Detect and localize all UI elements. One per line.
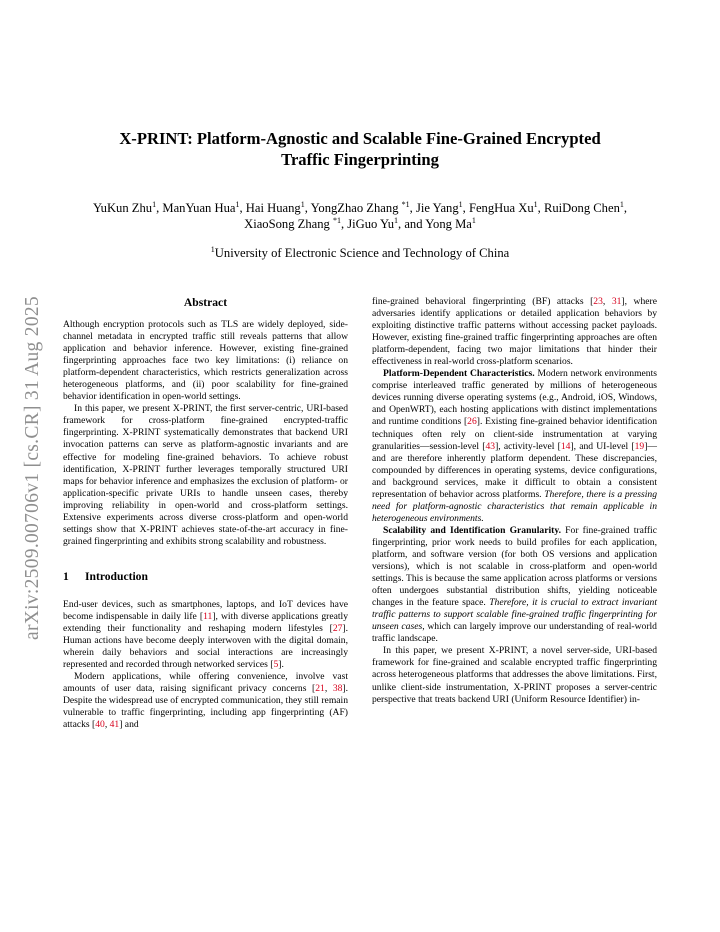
affiliation — [70, 245, 650, 261]
citation-link[interactable]: 14 — [560, 440, 571, 452]
body-text: ], activity-level [ — [495, 440, 561, 452]
platform-dependent-body — [372, 368, 657, 499]
author-separator: , — [340, 217, 348, 231]
scalability-body: For fine-grained traffic fingerprinting, prior work needs to build profiles for each application, platform, and software version (for both OS versions and application versions), which is not scalable in cross-platform and open-world settings. This is because the same application across platforms or versions often undergoes substantial distribution shifts, yielding noticeable changes in the feature space. — [372, 524, 657, 609]
author-name: XiaoSong Zhang — [244, 217, 333, 231]
citation-link[interactable]: 5 — [273, 659, 279, 671]
abstract-paragraph-1: Although encryption protocols such as TLS are widely deployed, side-channel metadata in encrypted traffic still reveals patterns that allow application and behavior inference. However, existing fine-grained fingerprinting approaches face two key limitations: (i) reliance on platform-dependent characteristics, which restricts generalization across heterogeneous platforms, and (ii) poor scalability for fine-grained behavior identification in open-world settings. — [63, 319, 348, 403]
author-name: YuKun Zhu — [92, 201, 153, 215]
citation-link[interactable]: 38 — [332, 683, 343, 695]
author-affiliation-marker: 1 — [394, 215, 399, 225]
affiliation-marker: 1 — [210, 244, 215, 254]
body-text: ]—and are therefore inherently platform dependent. These discrepancies, compounded by differences in operating systems, device configurations, and background services, make it difficult to obtain a consistent representation of behavior across platforms. — [372, 440, 657, 500]
abstract-heading: Abstract — [183, 296, 228, 309]
paper-title — [80, 128, 640, 170]
author-affiliation-marker: 1 — [458, 199, 463, 209]
body-text: ]. Despite the widespread use of encrypted communication, they still remain vulnerable to traffic fingerprinting, including app fingerprinting (AF) attacks [ — [63, 683, 349, 731]
author-affiliation-marker: 1 — [619, 199, 624, 209]
body-text: ]. Existing fine-grained behavior identification techniques often rely on client-side instrumentation at varying granularities—session-level [ — [372, 416, 657, 452]
citation-link[interactable]: 43 — [485, 440, 496, 452]
author-name: Yong Ma — [425, 217, 472, 231]
body-text: ], with diverse applications greatly extending their functionality and reshaping modern lifestyles [ — [63, 610, 348, 634]
body-text: ]. Human actions have become deeply interwoven with the digital domain, wherein daily behaviors and social interactions are increasingly represented and recorded through networked services [ — [63, 622, 348, 671]
body-text: , — [104, 719, 110, 731]
left-column — [63, 296, 348, 731]
citation-link[interactable]: 31 — [611, 296, 622, 307]
body-text: fine-grained behavioral fingerprinting (BF) attacks [ — [372, 296, 594, 307]
author-separator: , — [304, 201, 311, 215]
author-list — [70, 200, 650, 232]
author-name: JiGuo Yu — [347, 217, 395, 231]
section-title: Introduction — [85, 569, 148, 583]
citation-link[interactable]: 21 — [315, 683, 325, 695]
author-separator: , and — [398, 217, 426, 231]
author-separator: , — [462, 201, 469, 215]
right-paragraph-continuation — [372, 296, 657, 368]
platform-dependent-paragraph — [372, 368, 657, 525]
body-text: ], and UI-level [ — [570, 440, 635, 452]
author-name: Jie Yang — [415, 201, 459, 215]
arxiv-id-text: arXiv:2509.00706v1 [cs.CR] 31 Aug 2025 — [22, 296, 43, 640]
author-affiliation-marker: *1 — [401, 199, 410, 209]
section-heading-introduction — [63, 570, 348, 584]
author-separator: , — [409, 201, 416, 215]
author-affiliation-marker: *1 — [332, 215, 341, 225]
body-text: ]. — [278, 659, 284, 671]
citation-link[interactable]: 40 — [95, 719, 105, 731]
author-separator: , — [156, 201, 163, 215]
author-separator: , — [537, 201, 544, 215]
title-line-1: X-PRINT: Platform-Agnostic and Scalable Fine-Grained Encrypted — [119, 129, 601, 148]
body-text: , — [324, 683, 333, 695]
author-name: ManYuan Hua — [162, 201, 236, 215]
citation-link[interactable]: 11 — [203, 610, 213, 622]
intro-paragraph-1 — [63, 599, 348, 671]
body-text: ] and — [119, 719, 139, 731]
body-text: , — [602, 296, 612, 307]
author-affiliation-marker: 1 — [471, 215, 476, 225]
scalability-emphasis: Therefore, it is crucial to extract invariant traffic patterns to support scalable fine-grained traffic fingerprinting for unseen cases — [372, 597, 658, 633]
present-paragraph: In this paper, we present X-PRINT, a novel server-side, URI-based framework for fine-grained and scalable encrypted traffic fingerprinting across heterogeneous platforms that addresses the above limitations. First, unlike client-side instrumentation, X-PRINT proposes a server-centric perspective that treats backend URI (Uniform Resource Identifier) in- — [372, 645, 657, 705]
scalability-heading: Scalability and Identification Granularity. — [383, 524, 562, 536]
author-name: RuiDong Chen — [543, 201, 620, 215]
title-line-2: Traffic Fingerprinting — [281, 150, 439, 169]
author-affiliation-marker: 1 — [152, 199, 157, 209]
author-name: YongZhao Zhang — [310, 201, 402, 215]
citation-link[interactable]: 23 — [593, 296, 603, 307]
body-text: End-user devices, such as smartphones, laptops, and IoT devices have become indispensable in daily life [ — [63, 598, 348, 622]
right-column — [372, 296, 657, 706]
body-text: Modern network environments comprise interleaved traffic generated by millions of heterogeneous devices running diverse operating systems (e.g., Android, iOS, Windows, and OpenWRT), each hosting applications with distinct implementations and runtime conditions [ — [372, 368, 657, 428]
platform-dependent-emphasis: Therefore, there is a pressing need for platform-agnostic characteristics that remain applicable in heterogeneous environments. — [372, 488, 657, 524]
author-affiliation-marker: 1 — [533, 199, 538, 209]
citation-link[interactable]: 19 — [634, 440, 645, 452]
author-separator: , — [239, 201, 246, 215]
body-text: ], where adversaries identify applications or detailed application behaviors by exploiting distinctive traffic patterns without accessing packet payloads. However, existing fine-grained traffic fingerprinting approaches are often platform-dependent, facing two major limitations that hinder their effectiveness in real-world cross-platform scenarios. — [372, 296, 657, 368]
citation-link[interactable]: 26 — [467, 416, 477, 428]
citation-link[interactable]: 27 — [332, 622, 343, 634]
author-separator: , — [623, 201, 628, 215]
author-affiliation-marker: 1 — [235, 199, 240, 209]
abstract-paragraph-2: In this paper, we present X-PRINT, the first server-centric, URI-based framework for cross-platform fine-grained encrypted-traffic fingerprinting. X-PRINT systematically demonstrates that backend URI invocation patterns can serve as platform-agnostic invariants and are effective for modeling fine-grained behaviors. To achieve robust identification, X-PRINT further leverages temporally structured URI maps for behavior inference and emphasizes the exclusion of platform- or application-specific private URIs to handle unseen cases, thereby improving reliability in open-world and cross-platform settings. Extensive experiments across diverse cross-platform and open-world settings show that X-PRINT achieves state-of-the-art accuracy in fine-grained fingerprinting and exhibits strong scalability and robustness. — [63, 403, 348, 547]
citation-link[interactable]: 41 — [109, 719, 120, 731]
intro-paragraph-2 — [63, 671, 348, 731]
affiliation-text: University of Electronic Science and Technology of China — [214, 246, 510, 260]
body-text: Modern applications, while offering convenience, involve vast amounts of user data, raising significant privacy concerns [ — [63, 671, 348, 695]
section-number: 1 — [63, 569, 69, 583]
author-affiliation-marker: 1 — [300, 199, 305, 209]
scalability-paragraph — [372, 525, 657, 645]
author-name: Hai Huang — [245, 201, 301, 215]
arxiv-identifier-sidebar — [18, 258, 48, 678]
platform-dependent-heading: Platform-Dependent Characteristics. — [383, 368, 535, 380]
scalability-tail: , which can largely improve our understanding of real-world traffic landscape. — [372, 621, 657, 645]
author-name: FengHua Xu — [468, 201, 534, 215]
